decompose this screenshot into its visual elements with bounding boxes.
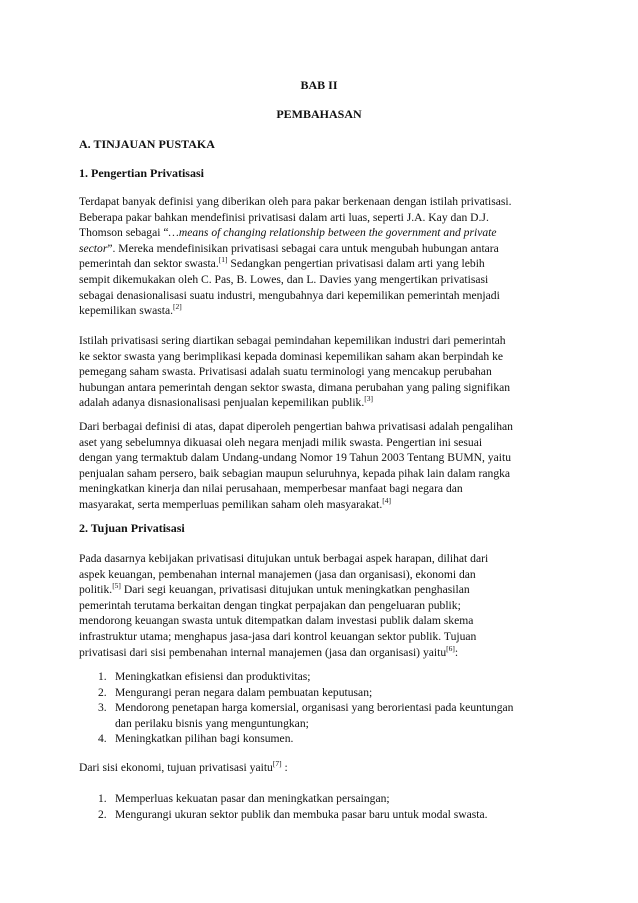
paragraph-4: [79, 551, 563, 660]
list-text: Mengurangi peran negara dalam pembuatan keputusan;: [115, 685, 373, 699]
list-item: [79, 807, 563, 823]
footnote-ref[interactable]: [2]: [173, 302, 182, 312]
list-number: 4.: [98, 732, 107, 746]
list-text: Meningkatkan efisiensi dan produktivitas;: [115, 670, 311, 683]
text-run: Dari sisi ekonomi, tujuan privatisasi yaitu: [79, 761, 273, 774]
numbered-list-management: [79, 669, 563, 747]
chapter-title: BAB II: [300, 78, 338, 92]
footnote-ref[interactable]: [5]: [112, 581, 121, 591]
text-line: [79, 303, 563, 319]
paragraph-5: [79, 760, 563, 776]
list-item: [79, 791, 563, 807]
section-heading-a: A. TINJAUAN PUSTAKA: [79, 137, 215, 151]
text-line: hubungan antara pemerintah dengan sektor swasta, dimana perubahan yang paling signifikan: [79, 380, 511, 394]
list-item: [79, 700, 563, 731]
text-line: [79, 241, 563, 257]
text-run: politik.: [79, 583, 113, 597]
list-number: 3.: [98, 701, 107, 715]
list-text: Mengurangi ukuran sektor publik dan membuka pasar baru untuk modal swasta.: [115, 807, 488, 821]
text-run: privatisasi dari sisi pembenahan internal manajemen (jasa dan organisasi) yaitu: [79, 645, 447, 659]
paragraph-3: [79, 419, 563, 513]
text-run: :: [454, 645, 459, 659]
italic-quote: …means of changing relationship between the government and private: [168, 226, 497, 240]
text-run: ”. Mereka mendefinisikan privatisasi sebagai cara untuk mengubah hubungan antara: [107, 241, 499, 255]
text-line: infrastruktur utama; menghapus jasa-jasa dari kontrol keuangan sektor publik. Tujuan: [79, 629, 477, 643]
text-line: pemerintah terutama berkaitan dengan tingkat perpajakan dan pengeluaran publik;: [79, 598, 461, 612]
list-number: 2.: [98, 685, 107, 699]
text-run: pemerintah dan sektor swasta.: [79, 257, 219, 271]
italic-quote: sector: [79, 241, 108, 255]
footnote-ref[interactable]: [4]: [382, 495, 392, 505]
list-text: Meningkatkan pilihan bagi konsumen.: [115, 732, 294, 746]
text-line: sebagai denasionalisasi suatu industri, mengubahnya dari kepemilikan pemerintah menjadi: [79, 288, 500, 302]
text-run: kepemilikan swasta.: [79, 304, 174, 318]
footnote-ref[interactable]: [7]: [272, 759, 282, 768]
text-line: Beberapa pakar bahkan mendefinisi privatisasi dalam arti luas, seperti J.A. Kay dan D.J.: [79, 210, 489, 224]
subsection-heading-2: 2. Tujuan Privatisasi: [79, 521, 185, 535]
text-line: [79, 256, 563, 272]
text-line: [79, 760, 563, 776]
text-run: Sedangkan pengertian privatisasi dalam arti yang lebih: [227, 257, 485, 271]
text-line: sempit dikemukakan oleh C. Pas, B. Lowes, dan L. Davies yang mengertikan privatisasi: [79, 272, 489, 286]
footnote-ref[interactable]: [3]: [364, 394, 374, 404]
list-number: 2.: [98, 807, 107, 821]
text-line: aspek keuangan, pembenahan internal manajemen (jasa dan organisasi), ekonomi dan: [79, 567, 476, 581]
text-line: penjualan saham persero, baik sebagian maupun seluruhnya, kepada pihak lain dalam rangka: [79, 466, 511, 480]
numbered-list-economy: [79, 791, 563, 822]
list-item: [79, 669, 563, 685]
text-line: Istilah privatisasi sering diartikan sebagai pemindahan kepemilikan industri dari pemerintah: [79, 334, 506, 347]
text-line: pemegang saham swasta. Privatisasi adalah suatu terminologi yang mencakup perubahan: [79, 365, 492, 379]
text-line: [79, 497, 563, 513]
text-run: masyarakat, serta memperluas pemilikan saham oleh masyarakat.: [79, 497, 383, 511]
text-line: mendorong keuangan swasta untuk ditempatkan dalam investasi publik dalam skema: [79, 614, 474, 628]
text-line: [79, 645, 563, 661]
text-line: [79, 225, 563, 241]
list-text: Memperluas kekuatan pasar dan meningkatkan persaingan;: [115, 792, 390, 805]
list-number: 1.: [98, 670, 107, 683]
list-item: [79, 731, 563, 747]
paragraph-1: [79, 194, 563, 319]
footnote-ref[interactable]: [1]: [218, 255, 228, 265]
text-line: Pada dasarnya kebijakan privatisasi ditujukan untuk berbagai aspek harapan, dilihat dari: [79, 552, 489, 565]
list-number: 1.: [98, 792, 107, 805]
text-run: Dari segi keuangan, privatisasi ditujukan untuk meningkatkan penghasilan: [120, 583, 470, 597]
paragraph-2: [79, 333, 563, 411]
text-run: adalah adanya disnasionalisasi penjualan kepemilikan publik.: [79, 396, 365, 410]
text-line: aset yang sebelumnya dikuasai oleh negara menjadi milik swasta. Pengertian ini sesuai: [79, 435, 483, 449]
text-line: [79, 582, 563, 598]
chapter-subtitle: PEMBAHASAN: [276, 107, 362, 121]
text-line: Dari berbagai definisi di atas, dapat diperoleh pengertian bahwa privatisasi adalah pengalihan: [79, 420, 513, 433]
text-line: dengan yang termaktub dalam Undang-undang Nomor 19 Tahun 2003 Tentang BUMN, yaitu: [79, 451, 511, 465]
subsection-heading-1: 1. Pengertian Privatisasi: [79, 166, 204, 180]
list-text-continued: dan perilaku bisnis yang menguntungkan;: [115, 716, 309, 730]
text-line: Terdapat banyak definisi yang diberikan oleh para pakar berkenaan dengan istilah privatisasi.: [79, 195, 512, 208]
text-line: ke sektor swasta yang berimplikasi kepada dominasi kepemilikan saham akan berpindah ke: [79, 349, 504, 363]
text-run: :: [281, 761, 288, 774]
text-run: Thomson sebagai “: [79, 226, 169, 240]
list-text: Mendorong penetapan harga komersial, organisasi yang berorientasi pada keuntungan: [115, 701, 514, 715]
list-item: [79, 685, 563, 701]
footnote-ref[interactable]: [6]: [446, 643, 455, 653]
text-line: meningkatkan kinerja dan nilai perusahaan, memperbesar manfaat bagi negara dan: [79, 482, 463, 496]
text-line: [79, 395, 563, 411]
